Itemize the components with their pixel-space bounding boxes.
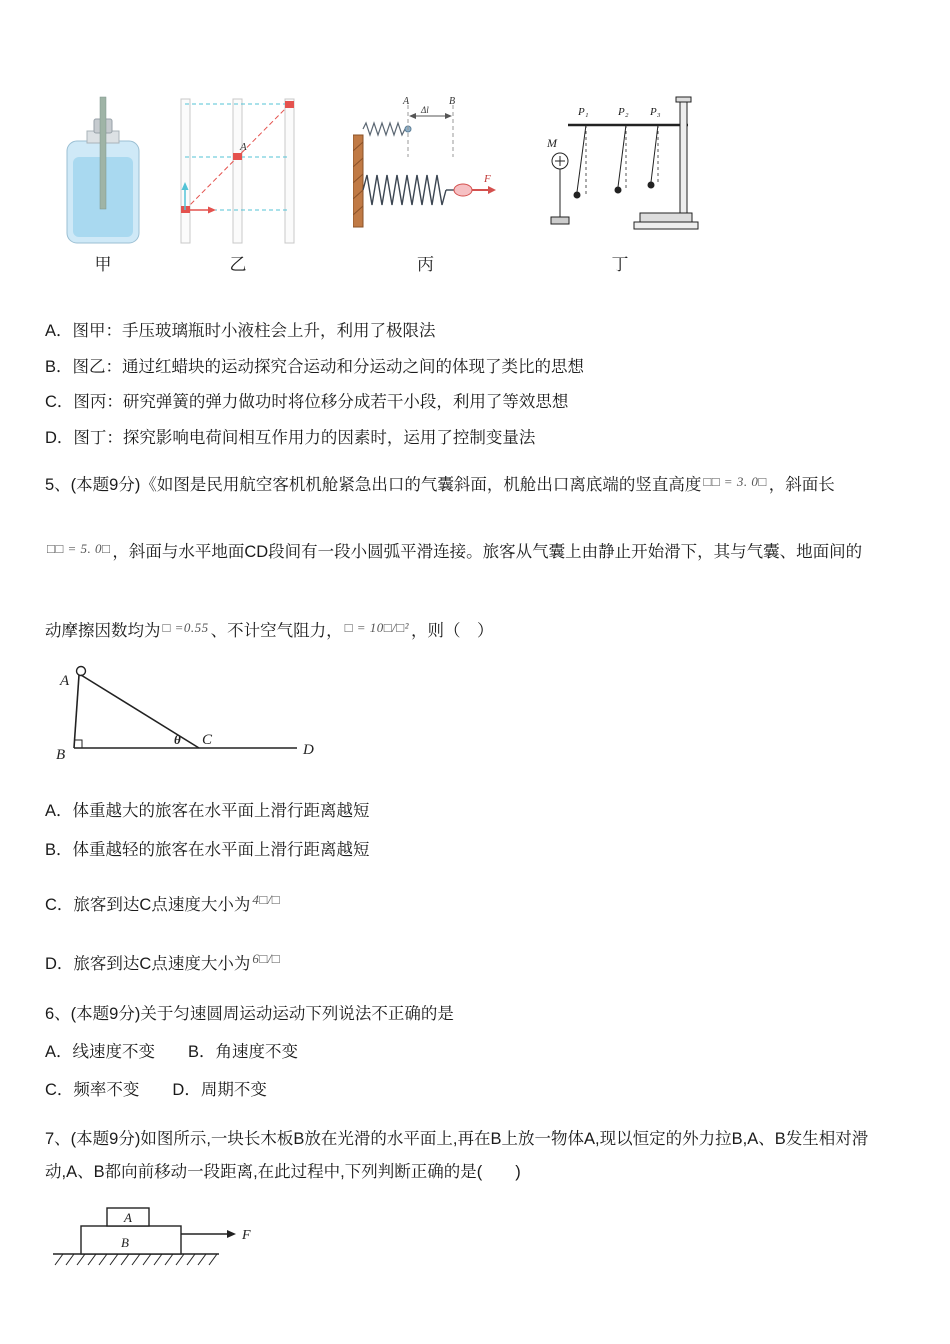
figure-row: [63, 0, 905, 278]
q5-option-d: [45, 950, 905, 977]
block-diagram: [51, 1196, 281, 1270]
figure-jia: [63, 95, 143, 278]
p3-label: P₃: [650, 106, 661, 118]
tube-3: [285, 99, 294, 243]
force-arrowhead: [227, 1230, 236, 1238]
ground-hatch: [132, 1254, 140, 1265]
interval-arrowhead-left: [409, 113, 416, 119]
q5-option-c: [45, 891, 905, 918]
question-7: [45, 1123, 905, 1271]
q7-stem: 7、(本题9分)如图所示,一块长木板B放在光滑的水平面上,再在B上放一物体A,现以恒定的外力拉B,A、B发生相对滑动,A、B都向前移动一段距离,在此过程中,下列判断正确的是( ): [45, 1129, 869, 1182]
m-label: M: [547, 136, 557, 150]
sphere-base: [551, 217, 569, 224]
stand-base-lower: [634, 222, 698, 229]
q5-text4: 动摩擦因数均为: [45, 622, 161, 641]
upper-spring: [363, 123, 405, 135]
q5-option-d-text: D．旅客到达C点速度大小为: [45, 954, 251, 973]
ground-hatch: [143, 1254, 151, 1265]
ground-hatch: [176, 1254, 184, 1265]
q5-diagram-wrap: [47, 662, 905, 774]
ground-hatch: [198, 1254, 206, 1265]
pendulum3-string: [651, 125, 658, 182]
interval-arrowhead-right: [445, 113, 452, 119]
pendulum1-ball: [574, 192, 581, 199]
ground-hatch: [66, 1254, 74, 1265]
incline-ac: [81, 675, 199, 748]
pendulum2-string: [618, 125, 626, 187]
question-5: [45, 473, 905, 976]
stand-cap: [676, 97, 691, 102]
bottle-diagram: [63, 95, 143, 247]
bing-point-b-label: B: [449, 96, 456, 107]
figure-yi: [178, 95, 298, 278]
pendulum-diagram: [540, 95, 700, 247]
wax-block-diagram: [178, 95, 298, 247]
apex-circle: [77, 667, 86, 676]
bing-force-label: F: [484, 173, 491, 185]
q5-stem-line1: [45, 473, 905, 498]
ground-hatch: [55, 1254, 63, 1265]
pendulum1-string: [577, 125, 586, 192]
ground-hatch: [88, 1254, 96, 1265]
q4-option-c: C．图丙：研究弹簧的弹力做功时将位移分成若干小段，利用了等效思想: [45, 393, 569, 412]
q5-option-d-formula: 6□/□: [252, 950, 281, 966]
figure-bing-caption: 丙: [417, 255, 434, 274]
figure-ding: [540, 95, 700, 278]
p1-label: P₁: [578, 106, 589, 118]
figure-jia-caption: 甲: [94, 255, 112, 274]
stand-base-upper: [640, 213, 692, 222]
ground-hatch: [187, 1254, 195, 1265]
q5-option-a: A．体重越大的旅客在水平面上滑行距离越短: [45, 802, 370, 821]
pendulum3-ball: [648, 182, 655, 189]
main-spring: [363, 175, 446, 205]
q6-options-row2: C．频率不变 D．周期不变: [45, 1080, 267, 1099]
q7-force-label: F: [242, 1228, 251, 1244]
q4-options: [45, 320, 905, 452]
spring-diagram: [353, 95, 498, 247]
q5-formula-mu: □ =0.55: [162, 620, 209, 636]
spring-ball: [454, 184, 472, 196]
q7-diagram-wrap: [51, 1196, 905, 1270]
ground-hatch: [77, 1254, 85, 1265]
q5-formula-ac: □□ = 5. 0□: [47, 541, 111, 557]
q6-stem: 6、(本题9分)关于匀速圆周运动运动下列说法不正确的是: [45, 1004, 454, 1023]
theta-label: θ: [174, 732, 181, 748]
ground-hatch: [209, 1254, 217, 1265]
figure-yi-caption: 乙: [229, 255, 247, 274]
wax-block-3: [285, 101, 294, 108]
glass-tube: [100, 97, 106, 209]
tube-1: [181, 99, 190, 243]
q4-option-b: B．图乙：通过红蜡块的运动探究合运动和分运动之间的体现了类比的思想: [45, 357, 585, 376]
q4-option-d: D．图丁：探究影响电荷间相互作用力的因素时，运用了控制变量法: [45, 429, 536, 448]
q5-option-b: B．体重越轻的旅客在水平面上滑行距离越短: [45, 841, 370, 860]
q5-text2: ，斜面长: [768, 476, 835, 495]
q5-text3: ，斜面与水平地面CD段间有一段小圆弧平滑连接。旅客从气囊上由静止开始滑下，其与气囊、地面间的: [112, 543, 863, 562]
pendulum2-ball: [615, 187, 622, 194]
point-d-label: D: [303, 742, 314, 759]
stand-pole: [680, 99, 687, 227]
block-b: [81, 1226, 181, 1254]
incline-diagram: [47, 662, 327, 774]
block-b-label: B: [121, 1235, 129, 1251]
q5-option-c-text: C．旅客到达C点速度大小为: [45, 895, 251, 914]
q5-stem-line2: [45, 540, 905, 565]
bing-point-a-label: A: [403, 96, 410, 107]
point-b-label: B: [56, 747, 66, 764]
figure-ding-caption: 丁: [611, 255, 629, 274]
ground-hatch: [121, 1254, 129, 1265]
q5-formula-ab: □□ = 3. 0□: [703, 474, 767, 490]
p2-label: P₂: [618, 106, 629, 118]
figure-bing: [353, 95, 498, 278]
q5-stem-line3: [45, 619, 905, 644]
question-6: [45, 1003, 905, 1103]
horizontal-arrowhead: [208, 207, 216, 214]
ground-hatch: [154, 1254, 162, 1265]
yi-point-a-label: A: [240, 141, 247, 153]
q5-text1: 5、(本题9分)《如图是民用航空客机机舱紧急出口的气囊斜面，机舱出口离底端的竖直高度: [45, 476, 702, 495]
delta-l-label: Δl: [421, 105, 429, 115]
q6-options-row1: A．线速度不变 B．角速度不变: [45, 1042, 299, 1061]
ground-hatch: [110, 1254, 118, 1265]
q5-option-c-formula: 4□/□: [252, 891, 281, 907]
wax-block-2: [233, 153, 242, 160]
point-a-label: A: [60, 673, 70, 690]
q5-text5: 、不计空气阻力，: [210, 622, 343, 641]
point-c-label: C: [202, 732, 213, 749]
tube-2: [233, 99, 242, 243]
q5-text6: ，则（ ）: [410, 622, 494, 641]
q5-formula-g: □ = 10□/□²: [344, 620, 409, 636]
vertical-side-ab: [74, 675, 79, 748]
block-a-label: A: [124, 1210, 132, 1226]
ground-hatch: [99, 1254, 107, 1265]
force-arrowhead: [488, 186, 496, 194]
ground-hatch: [165, 1254, 173, 1265]
q4-option-a: A．图甲：手压玻璃瓶时小液柱会上升，利用了极限法: [45, 321, 436, 340]
